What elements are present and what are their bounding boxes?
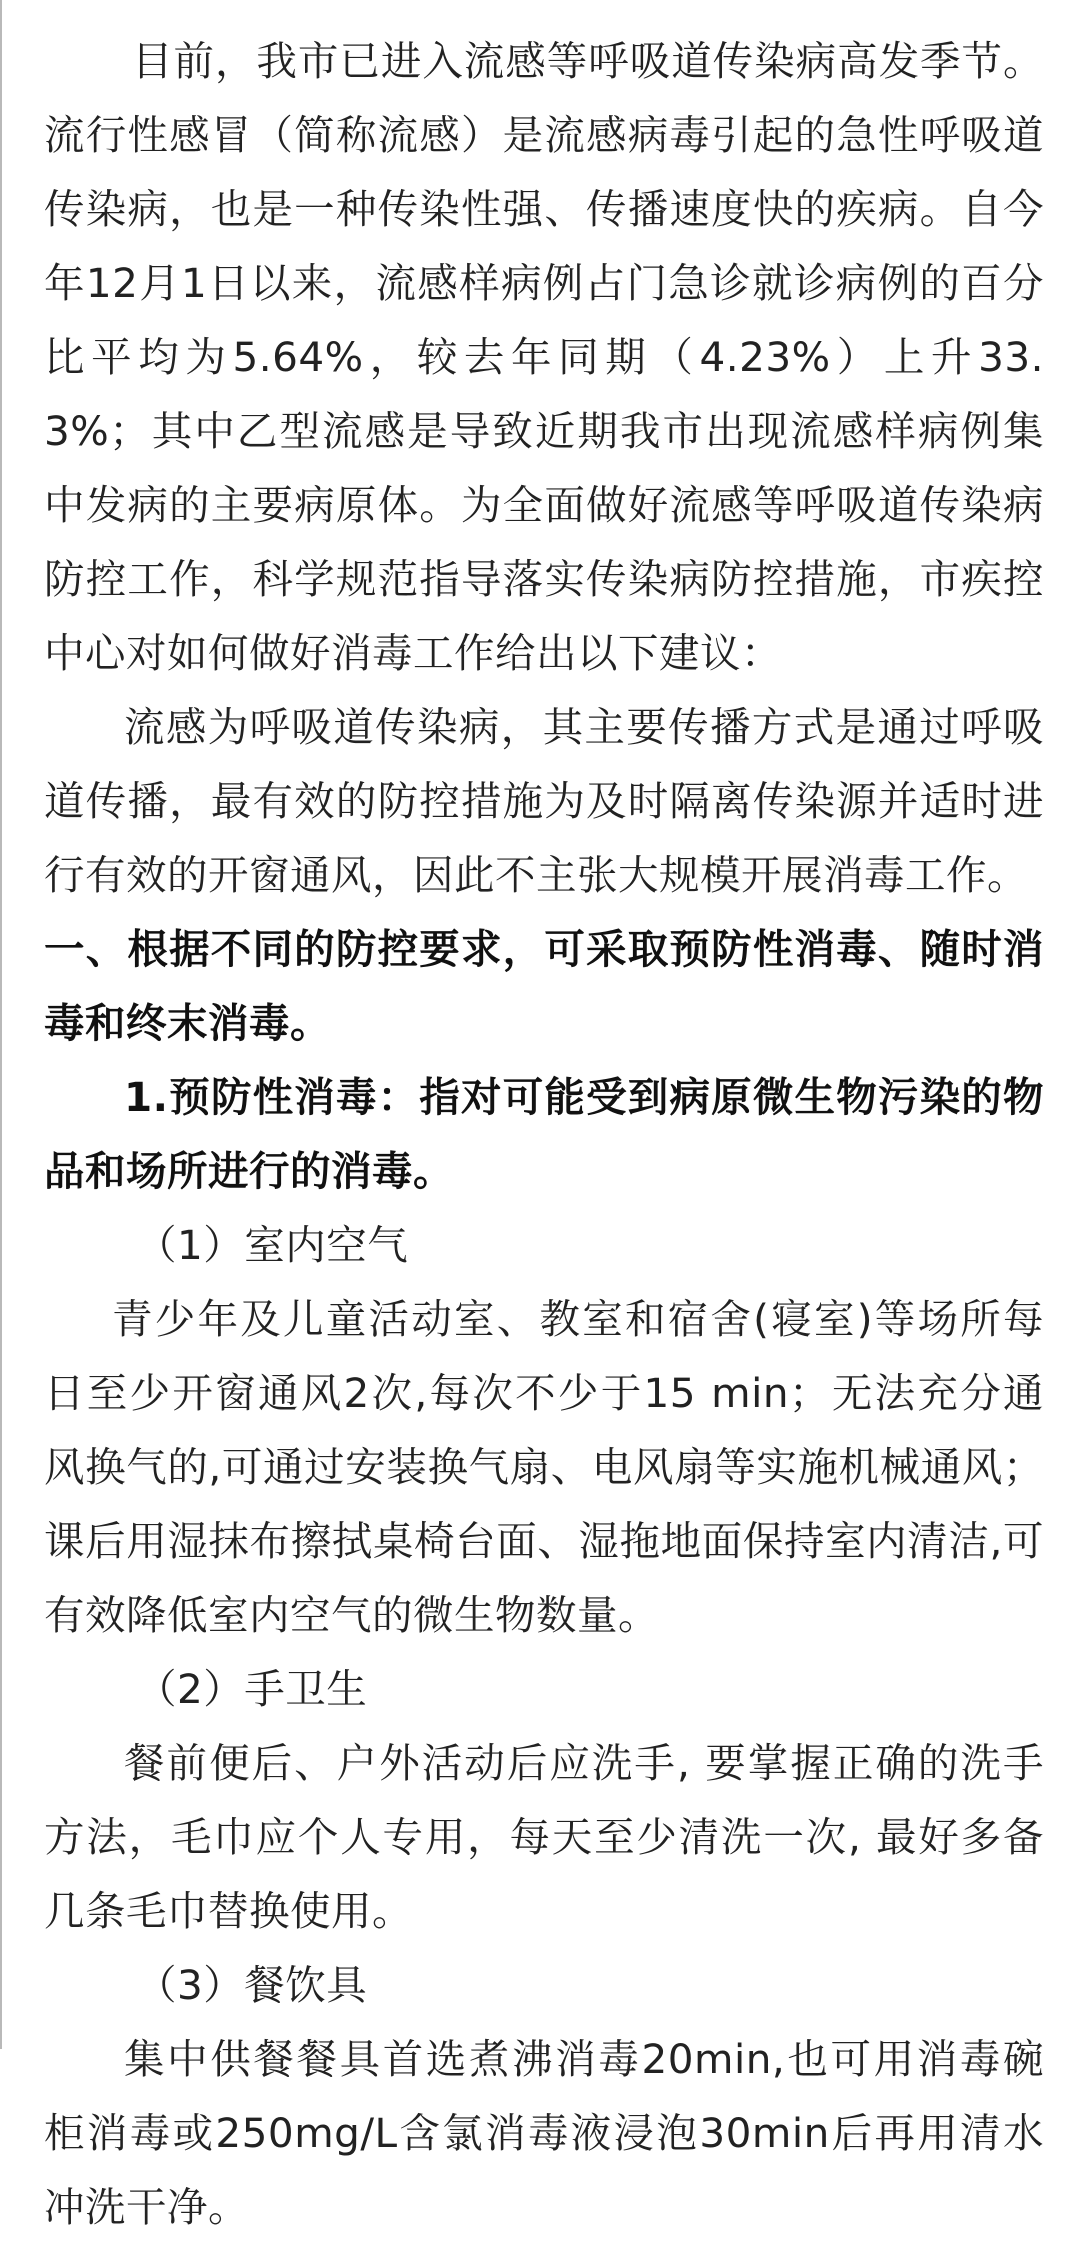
item-title-indoor-air: （1）室内空气 — [136, 1221, 409, 1269]
item-body-indoor-air: 青少年及儿童活动室、教室和宿舍(寝室)等场所每日至少开窗通风2次,每次不少于15 min；无法充分通风换气的,可通过安装换气扇、电风扇等实施机械通风；课后用湿抹布擦拭桌椅台面、湿拖地面保持室内清洁,可有效降低室内空气的微生物数量。 — [44, 1295, 1044, 1639]
item-body-hand-hygiene: 餐前便后、户外活动后应洗手, 要掌握正确的洗手方法，毛巾应个人专用，每天至少清洗一次, 最好多备几条毛巾替换使用。 — [44, 1739, 1044, 1935]
item-title-tableware: （3）餐饮具 — [136, 1961, 368, 2009]
subsection-heading: 1.预防性消毒：指对可能受到病原微生物污染的物品和场所进行的消毒。 — [44, 1073, 1044, 1195]
article-body — [44, 0, 1044, 2244]
item-body-tableware: 集中供餐餐具首选煮沸消毒20min,也可用消毒碗柜消毒或250mg/L含氯消毒液浸泡30min后再用清水冲洗干净。 — [44, 2035, 1044, 2231]
ventilation-paragraph: 流感为呼吸道传染病，其主要传播方式是通过呼吸道传播，最有效的防控措施为及时隔离传染源并适时进行有效的开窗通风，因此不主张大规模开展消毒工作。 — [44, 703, 1044, 899]
intro-paragraph: 目前，我市已进入流感等呼吸道传染病高发季节。流行性感冒（简称流感）是流感病毒引起的急性呼吸道传染病，也是一种传染性强、传播速度快的疾病。自今年12月1日以来，流感样病例占门急诊就诊病例的百分比平均为5.64%，较去年同期（4.23%）上升33.3%；其中乙型流感是导致近期我市出现流感样病例集中发病的主要病原体。为全面做好流感等呼吸道传染病防控工作，科学规范指导落实传染病防控措施，市疾控中心对如何做好消毒工作给出以下建议： — [44, 37, 1044, 677]
item-title-hand-hygiene: （2）手卫生 — [136, 1665, 368, 1713]
section-heading: 一、根据不同的防控要求，可采取预防性消毒、随时消毒和终末消毒。 — [44, 925, 1044, 1047]
left-edge-divider — [0, 0, 2, 2049]
